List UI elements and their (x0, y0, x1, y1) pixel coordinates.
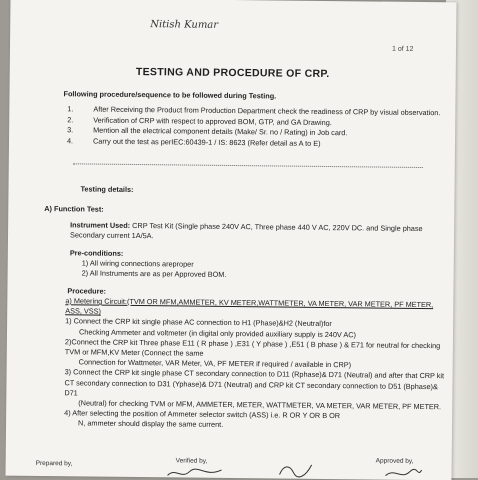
instrument-label: Instrument Used: (70, 220, 131, 230)
preconditions-heading: Pre-conditions: (69, 248, 124, 258)
function-test-heading: A) Function Test: (44, 204, 104, 214)
procedure-line: N, ammeter should display the same current. (78, 418, 224, 430)
step-text: Carry out the test as perIEC:60439-1 / IS: 8623 (Refer detail as A to E) (92, 136, 321, 148)
procedure-line: 2)Connect the CRP kit Three phase E11 ( R phase ) ,E31 ( Y phase ) ,E51 ( B phase ) & E71 for neutral for checking TVM or MFM,KV Meter (Connect the same (64, 337, 441, 358)
intro-text: Following procedure/sequence to be followed during Testing. (63, 89, 277, 101)
approved-by-label: Approved by, (375, 457, 414, 465)
procedure-line: 4) After selecting the position of Ammeter selector switch (ASS) i.e. R OR Y OR B OR (64, 408, 341, 421)
procedure-heading: Procedure: (67, 286, 107, 296)
procedure-line: (Neutral) for checking TVM or MFM, AMMETER, METER, WATTMETER, VA METER, VAR METER, PF METER. (78, 398, 442, 412)
preconditions-list (82, 258, 227, 280)
procedure-line: 3) Connect the CRP kit single phase CT secondary connection to D11 (Rphase)& D71 (Neutral) and after that CRP kit CT secondary connection to D31 (Yphase)& D71 (Neutral) and CRP kit CT secondary connection to D51 (Bphase)& D71 (64, 367, 445, 398)
document-page (6, 0, 457, 480)
instrument-used-paragraph (70, 220, 430, 244)
signature-scribble (275, 462, 315, 478)
list-item: 2) All Instruments are as per Approved BOM. (81, 268, 227, 280)
procedure-line: Checking Ammeter and voltmeter (in digital only provided auxiliary supply is 240V AC) (78, 327, 357, 339)
step-number: 4. (66, 135, 74, 145)
instrument-text: CRP Test Kit (Single phase 240V AC, Three phase 440 V AC, 220V DC. and Single phase Secondary current 1A/5A. (69, 220, 423, 241)
step-text: Mention all the electrical component details (Make/ Sr. no / Rating) in Job card. (93, 125, 348, 138)
page-number: 1 of 12 (391, 45, 414, 53)
verified-by-label: Verified by, (175, 457, 208, 465)
prepared-by-label: Prepared by, (35, 459, 73, 468)
list-item: 1) All wiring connections areproper (81, 258, 194, 269)
step-text: Verification of CRP with respect to approved BOM, GTP, and GA Drawing. (93, 115, 332, 127)
procedure-body (64, 296, 449, 433)
dotted-divider (73, 163, 423, 168)
procedure-steps-list (67, 104, 447, 150)
step-text: After Receiving the Product from Production Department check the readiness of CRP by visual observation. (93, 104, 441, 118)
step-number: 2. (67, 114, 74, 124)
signature-scribble (383, 468, 423, 480)
step-number: 1. (67, 104, 74, 114)
testing-details-heading: Testing details: (80, 184, 134, 194)
document-title: TESTING AND PROCEDURE OF CRP. (135, 65, 330, 81)
procedure-line: Connection for Wattmeter, VAR Meter, VA, PF METER if required / available in CRP) (78, 357, 352, 370)
step-number: 3. (67, 125, 74, 135)
metering-circuit-heading: a) Metering Circuit:(TVM OR MFM,AMMETER, KV METER,WATTMETER, VA METER, VAR METER, PF METER, ASS, VSS) (65, 296, 434, 316)
handwritten-name: Nitish Kumar (150, 19, 219, 31)
procedure-line: 1) Connect the CRP kit single phase AC connection to H1 (Phase)&H2 (Neutral)for (65, 316, 332, 329)
